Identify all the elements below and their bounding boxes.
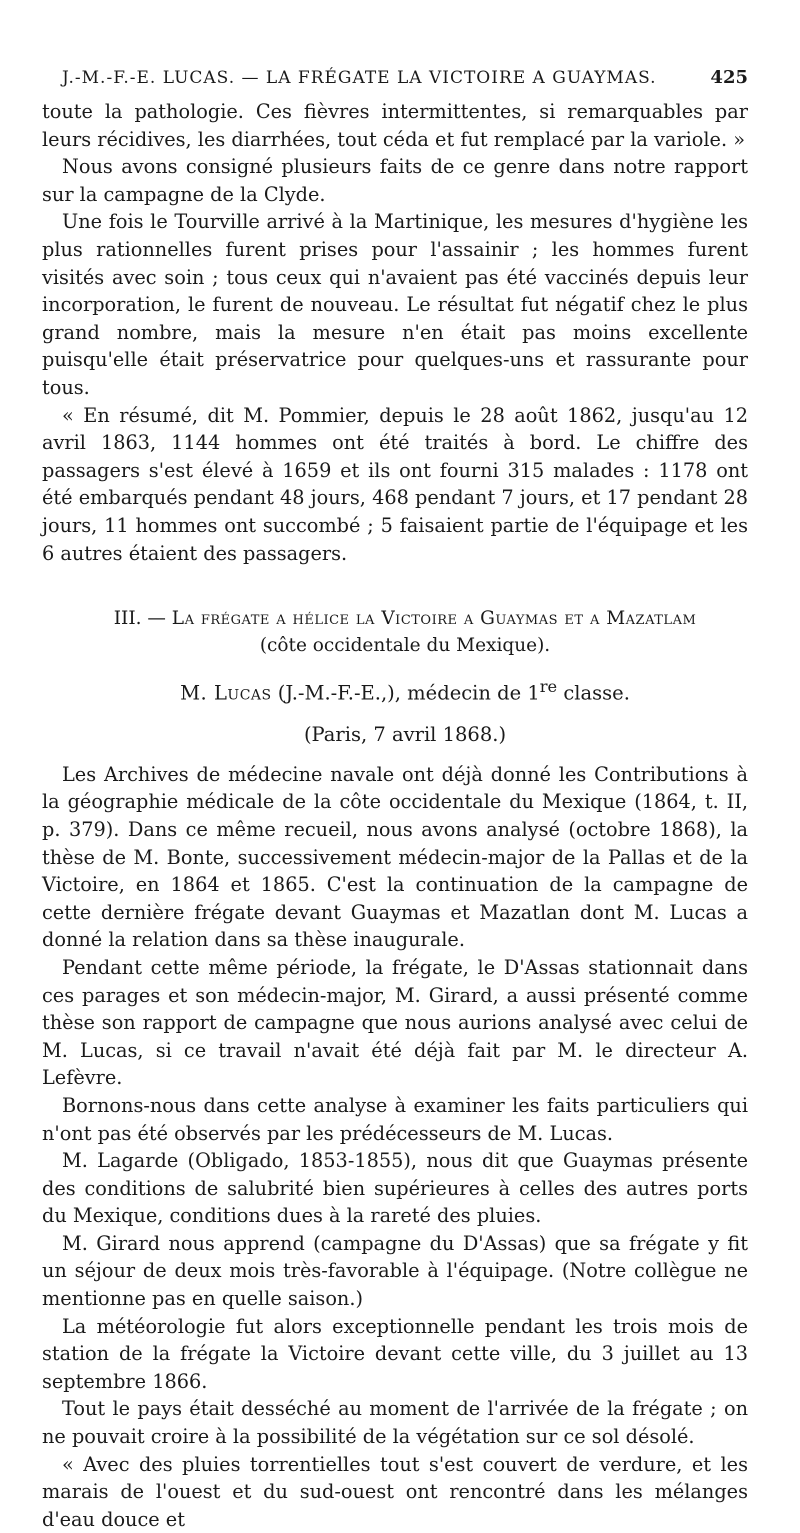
paragraph: Pendant cette même période, la frégate, le D'Assas stationnait dans ces parages et son médecin-major, M. Girard, a aussi présenté comme thèse son rapport de campagne que nous aurions analysé avec celui de M. Lucas, si ce travail n'avait été déjà fait par M. le directeur A. Lefèvre. [42,955,748,1090]
author-details: (J.-M.-F.-E.,), médecin de 1 [271,681,540,705]
author-class: classe. [557,681,630,705]
paragraph: « En résumé, dit M. Pommier, depuis le 28 août 1862, jusqu'au 12 avril 1863, 1144 hommes ont été traités à bord. Le chiffre des passagers s'est élevé à 1659 et ils ont fourni 315 malades : 1178 ont été embarqués pendant 48 jours, 468 pendant 7 jours, et 17 pendant 28 jours, 11 hommes ont succombé ; 5 faisaient partie de l'équipage et les 6 autres étaient des passagers. [42,403,748,565]
author-line [42,673,748,707]
body-bottom [42,761,748,1533]
paragraph: M. Girard nous apprend (campagne du D'Assas) que sa frégate y fit un séjour de deux mois très-favorable à l'équipage. (Notre collègue ne mentionne pas en quelle saison.) [42,1231,748,1311]
section-number: III. — [113,608,166,630]
author-superscript: re [539,677,558,697]
author-name: M. Lucas [180,681,272,705]
paragraph: Une fois le Tourville arrivé à la Martinique, les mesures d'hygiène les plus rationnelles furent prises pour l'assainir ; les hommes furent visités avec soin ; tous ceux qui n'avaient pas été vaccinés depuis leur incorporation, le furent de nouveau. Le résultat fut négatif chez le plus grand nombre, mais la mesure n'en était pas moins excellente puisqu'elle était préservatrice pour quelques-uns et rassurante pour tous. [42,210,748,399]
page-number: 425 [710,67,748,88]
paragraph: Tout le pays était desséché au moment de l'arrivée de la frégate ; on ne pouvait croire à la possibilité de la végétation sur ce sol désolé. [42,1397,748,1449]
paragraph: La météorologie fut alors exceptionnelle pendant les trois mois de station de la frégate la Victoire devant cette ville, du 3 juillet au 13 septembre 1866. [42,1314,748,1393]
dateline: (Paris, 7 avril 1868.) [303,723,507,747]
running-title: J.-M.-F.-E. LUCAS. — LA FRÉGATE LA VICTOIRE A GUAYMAS. [62,68,657,88]
paragraph: Nous avons consigné plusieurs faits de ce genre dans notre rapport sur la campagne de la Clyde. [42,155,748,206]
paragraph: Les Archives de médecine navale ont déjà donné les Contributions à la géographie médicale de la côte occidentale du Mexique (1864, t. II, p. 379). Dans ce même recueil, nous avons analysé (octobre 1868), la thèse de M. Bonte, successivement médecin-major de la Pallas et de la Victoire, en 1864 et 1865. C'est la continuation de la campagne de cette dernière frégate devant Guaymas et Mazatlan dont M. Lucas a donné la relation dans sa thèse inaugurale. [42,762,748,952]
paragraph: « Avec des pluies torrentielles tout s'est couvert de verdure, et les marais de l'ouest et du sud-ouest ont rencontré dans les mélanges d'eau douce et [42,1452,748,1531]
section-heading [42,605,748,659]
paragraph: M. Lagarde (Obligado, 1853-1855), nous dit que Guaymas présente des conditions de salubrité bien supérieures à celles des autres ports du Mexique, conditions dues à la rareté des pluies. [42,1149,748,1228]
section-title: La frégate a hélice la Victoire a Guaymas et a Mazatlam [171,608,697,630]
section-subtitle: (côte occidentale du Mexique). [259,635,551,657]
body-top [42,98,748,567]
running-header [62,64,748,92]
paragraph: Bornons-nous dans cette analyse à examiner les faits particuliers qui n'ont pas été observés par les prédécesseurs de M. Lucas. [42,1093,748,1145]
paragraph-continuation: toute la pathologie. Ces fièvres intermittentes, si remarquables par leurs récidives, les diarrhées, tout céda et fut remplacé par la variole. » [42,100,748,151]
